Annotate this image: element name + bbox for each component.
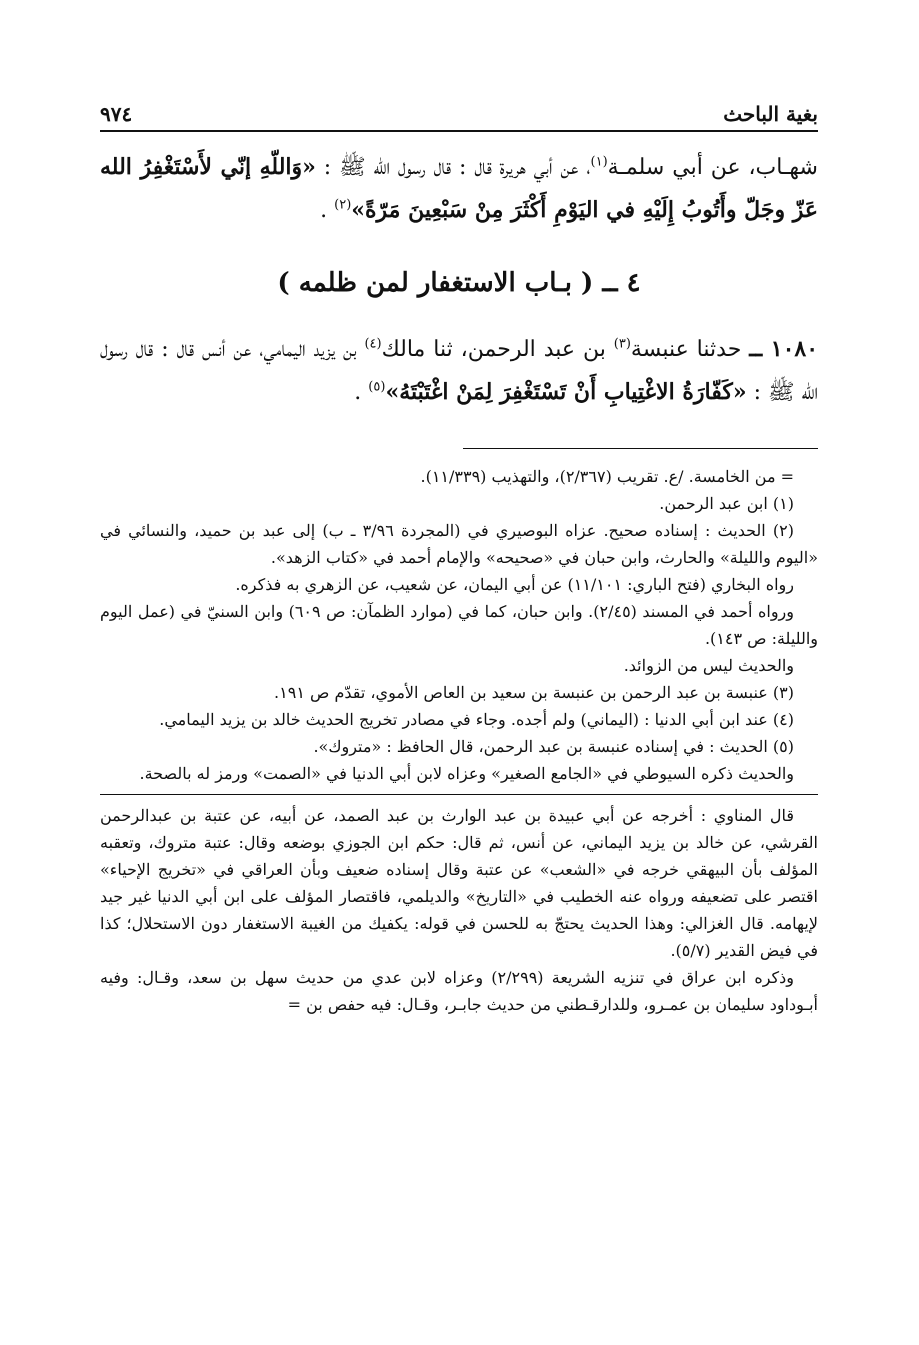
footnote-5-ibn-iraq: وذكره ابن عراق في تنزيه الشريعة (٢/٢٩٩) وعزاه لابن عدي من حديث سهل بن سعد، وقـال: وفيه أبـوداود سليمان بن عمـرو، وللدارقـطني من حديث جابـر، وقـال: فيه حفص بن = [100, 968, 818, 1014]
running-header [100, 98, 818, 126]
footnote-rule [463, 448, 818, 449]
footnote-ref-5: (٥) [368, 379, 386, 395]
hadith-text-1: حدثنا عنبسة [630, 337, 750, 362]
page-number: ٩٧٤ [100, 102, 133, 126]
hadith-quote: «كَفّارَةُ الاغْتِيابِ أَنْ تَسْتَغْفِرَ لِمَنْ اغْتَبْتَهُ» [385, 379, 747, 405]
footnote-2-zawaid: والحديث ليس من الزوائد. [623, 656, 794, 675]
header-rule [100, 130, 818, 132]
footnote-2-bukhari: رواه البخاري (فتح الباري: ١١/١٠١) عن أبي اليمان، عن شعيب، عن الزهري به فذكره. [235, 575, 794, 594]
footnote-2-ahmad: ورواه أحمد في المسند (٢/٤٥). وابن حبان، كما في (موارد الظمآن: ص ٦٠٩) وابن السنيّ في (عمل اليوم والليلة: ص ١٤٣). [100, 602, 818, 648]
footnote-5-suyuti: والحديث ذكره السيوطي في «الجامع الصغير» وعزاه لابن أبي الدنيا في «الصمت» ورمز له بالصحة. [139, 764, 794, 783]
footnote-ref-2: (٢) [334, 197, 352, 213]
prev-hadith-end: . [320, 198, 335, 223]
prev-hadith-quote: «وَاللّهِ إنّي لأَسْتَغْفِرُ الله عَزّ وجَلّ وأَتُوبُ إِلَيْهِ في اليَوْمِ أَكْثَرَ مِنْ سَبْعِينَ مَرّةً» [100, 154, 818, 223]
prev-hadith-text-1: شهـاب، عن أبي سلمـة [607, 155, 818, 180]
footnote-4: (٤) عند ابن أبي الدنيا : (اليماني) ولم أجده. وجاء في مصادر تخريج الحديث خالد بن يزيد اليمامي. [159, 710, 794, 729]
footnote-1: (١) ابن عبد الرحمن. [659, 494, 794, 513]
hadith-paragraph [100, 328, 818, 414]
footnote-5-munawi: قال المناوي : أخرجه عن أبي عبيدة بن عبد الوارث بن عبد الصمد، عن أبيه، عن عتبة بن عبدالرحمن القرشي، عن خالد بن يزيد اليماني، عن أنس، ثم قال: حكم ابن الجوزي بوضعه وقال: عتبة متروك، وتعقبه المؤلف بأن البيهقي خرجه في «الشعب» عن عتبة وقال إسناده ضعيف وبأن العراقي في «تخريج الإحياء» اقتصر على تضعيفه ورواه عنه الخطيب في «التاريخ» والديلمي، فاقتصار المؤلف على ابن أبي الدنيا غير جيد لإيهامه. قال الغزالي: وهذا الحديث يحتجّ به للحسن في قوله: يكفيك من الغيبة الاستغفار دون الاستحلال؛ كذا في فيض القدير (٥/٧). [100, 806, 818, 960]
footnote-5: (٥) الحديث : في إسناده عنبسة بن عبد الرحمن، قال الحافظ : «متروك». [313, 737, 794, 756]
footnote-ref-3: (٣) [613, 336, 631, 352]
hadith-text-3: بن يزيد اليمامي، عن أنس قال : قال رسول الله ﷺ : [100, 337, 818, 405]
footnote-ref-1: (١) [590, 154, 608, 170]
footnote-ref-4: (٤) [364, 336, 382, 352]
hadith-number: ١٠٨٠ ــ [749, 336, 819, 362]
footnote-separator [100, 794, 818, 795]
prev-hadith-paragraph [100, 146, 818, 232]
chapter-title: ٤ ــ ( بـاب الاستغفار لمن ظلمه ) [277, 268, 641, 298]
prev-hadith-text-2: ، عن أبي هريرة قال : قال رسول الله ﷺ : [315, 155, 591, 180]
footnote-3: (٣) عنبسة بن عبد الرحمن بن عنبسة بن سعيد بن العاص الأموي، تقدّم ص ١٩١. [274, 683, 794, 702]
footnote-2: (٢) الحديث : إسناده صحيح. عزاه البوصيري في (المجردة ٣/٩٦ ـ ب) إلى عبد بن حميد، والنسائي في «اليوم والليلة» والحارث، وابن حبان في «صحيحه» والإمام أحمد في «كتاب الزهد». [100, 521, 818, 567]
hadith-text-2: بن عبد الرحمن، ثنا مالك [381, 337, 614, 362]
document-page [100, 98, 818, 1018]
book-title: بغية الباحث [723, 102, 818, 126]
footnote-continuation: = من الخامسة. /ع. تقريب (٢/٣٦٧)، والتهذيب (١١/٣٣٩). [420, 467, 794, 486]
footnotes [100, 463, 818, 1018]
hadith-end: . [354, 380, 369, 405]
